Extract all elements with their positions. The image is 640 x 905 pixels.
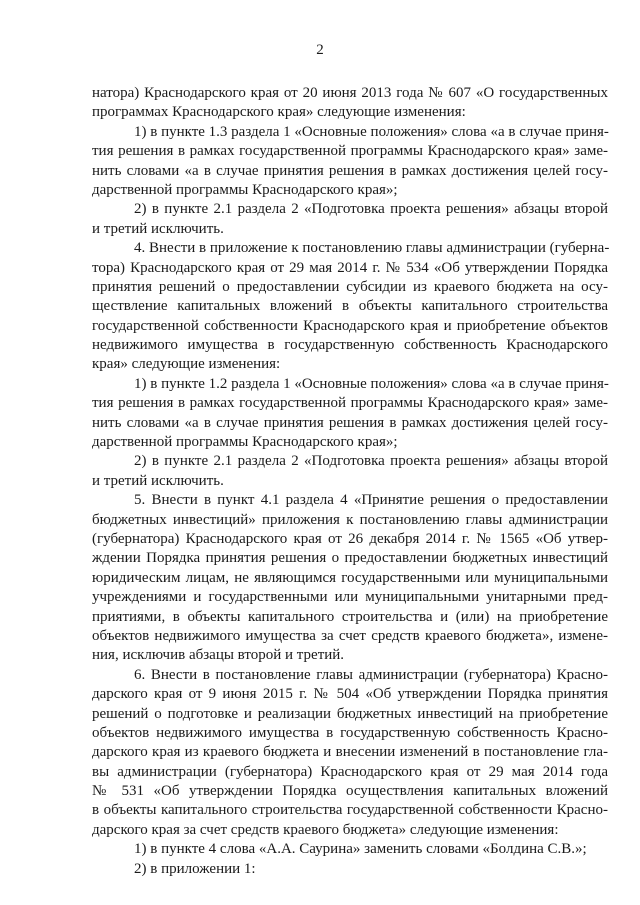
text-line: 1) в пункте 1.2 раздела 1 «Основные положения» слова «а в случае приня-: [134, 375, 609, 392]
text-line: тия решения в рамках государственной программы Краснодарского края» заме-: [92, 395, 608, 412]
text-line: (губернатора) Краснодарского края от 26 декабря 2014 г. № 1565 «Об утвер-: [92, 530, 608, 547]
text-line: 2) в пункте 2.1 раздела 2 «Подготовка проекта решения» абзацы второй: [134, 201, 608, 218]
text-line: ждении Порядка принятия решения о предоставлении бюджетных инвестиций: [92, 550, 608, 567]
text-line: тора) Краснодарского края от 29 мая 2014 г. № 534 «Об утверждении Порядка: [92, 259, 608, 276]
text-line: дарственной программы Краснодарского края»;: [92, 434, 398, 451]
text-line: и третий исключить.: [92, 472, 224, 489]
text-line: дарственной программы Краснодарского края»;: [92, 181, 398, 198]
text-line: нить словами «а в случае принятия решения в рамках достижения целей госу-: [92, 162, 608, 179]
text-line: принятия решений о предоставлении субсидии из краевого бюджета на осу-: [92, 278, 608, 295]
text-line: и третий исключить.: [92, 220, 224, 237]
text-line: № 531 «Об утверждении Порядка осуществления капитальных вложений: [92, 783, 608, 800]
text-line: бюджетных инвестиций» приложения к постановлению главы администрации: [92, 511, 608, 528]
text-line: 2) в пункте 2.1 раздела 2 «Подготовка проекта решения» абзацы второй: [134, 453, 608, 470]
text-line: приятиями, в объекты капитального строительства и (или) на приобретение: [92, 608, 608, 625]
text-line: 5. Внести в пункт 4.1 раздела 4 «Принятие решения о предоставлении: [134, 492, 608, 509]
text-line: 2) в приложении 1:: [134, 860, 256, 877]
text-line: ществление капитальных вложений в объекты капитального строительства: [92, 298, 608, 315]
text-line: вы администрации (губернатора) Краснодарского края от 29 мая 2014 года: [92, 763, 608, 780]
text-line: ния, исключив абзацы второй и третий.: [92, 647, 345, 664]
text-line: учреждениями и государственными или муниципальными унитарными пред-: [92, 589, 608, 606]
text-line: нить словами «а в случае принятия решения в рамках достижения целей госу-: [92, 414, 608, 431]
text-line: тия решения в рамках государственной программы Краснодарского края» заме-: [92, 143, 608, 160]
text-line: натора) Краснодарского края от 20 июня 2013 года № 607 «О государственных: [92, 85, 608, 101]
text-line: дарского края за счет средств краевого бюджета» следующие изменения:: [92, 821, 559, 838]
text-line: 4. Внести в приложение к постановлению главы администрации (губерна-: [134, 240, 610, 257]
text-line: края» следующие изменения:: [92, 356, 281, 373]
document-body: [92, 84, 608, 879]
text-line: 1) в пункте 4 слова «А.А. Саурина» заменить словами «Болдина С.В.»;: [134, 841, 587, 858]
text-line: программах Краснодарского края» следующие изменения:: [92, 104, 466, 121]
text-line: объектов недвижимого имущества за счет средств краевого бюджета», измене-: [92, 627, 608, 644]
text-line: 1) в пункте 1.3 раздела 1 «Основные положения» слова «а в случае приня-: [134, 123, 609, 140]
text-line: 6. Внести в постановление главы администрации (губернатора) Красно-: [134, 666, 608, 683]
text-line: в объекты капитального строительства государственной собственности Красно-: [92, 802, 608, 819]
text-line: государственной собственности Краснодарского края и приобретение объектов: [92, 317, 608, 334]
text-line: недвижимого имущества в государственную собственность Краснодарского: [92, 337, 608, 354]
text-line: дарского края от 9 июня 2015 г. № 504 «Об утверждении Порядка принятия: [92, 686, 608, 703]
text-line: решений о подготовке и реализации бюджетных инвестиций на приобретение: [92, 705, 608, 722]
text-line: дарского края из краевого бюджета и внесении изменений в постановление гла-: [92, 744, 608, 761]
text-line: юридическим лицам, не являющимся государственными или муниципальными: [92, 569, 608, 586]
text-line: объектов недвижимого имущества в государственную собственность Красно-: [92, 724, 608, 741]
page-number: 2: [316, 42, 324, 58]
